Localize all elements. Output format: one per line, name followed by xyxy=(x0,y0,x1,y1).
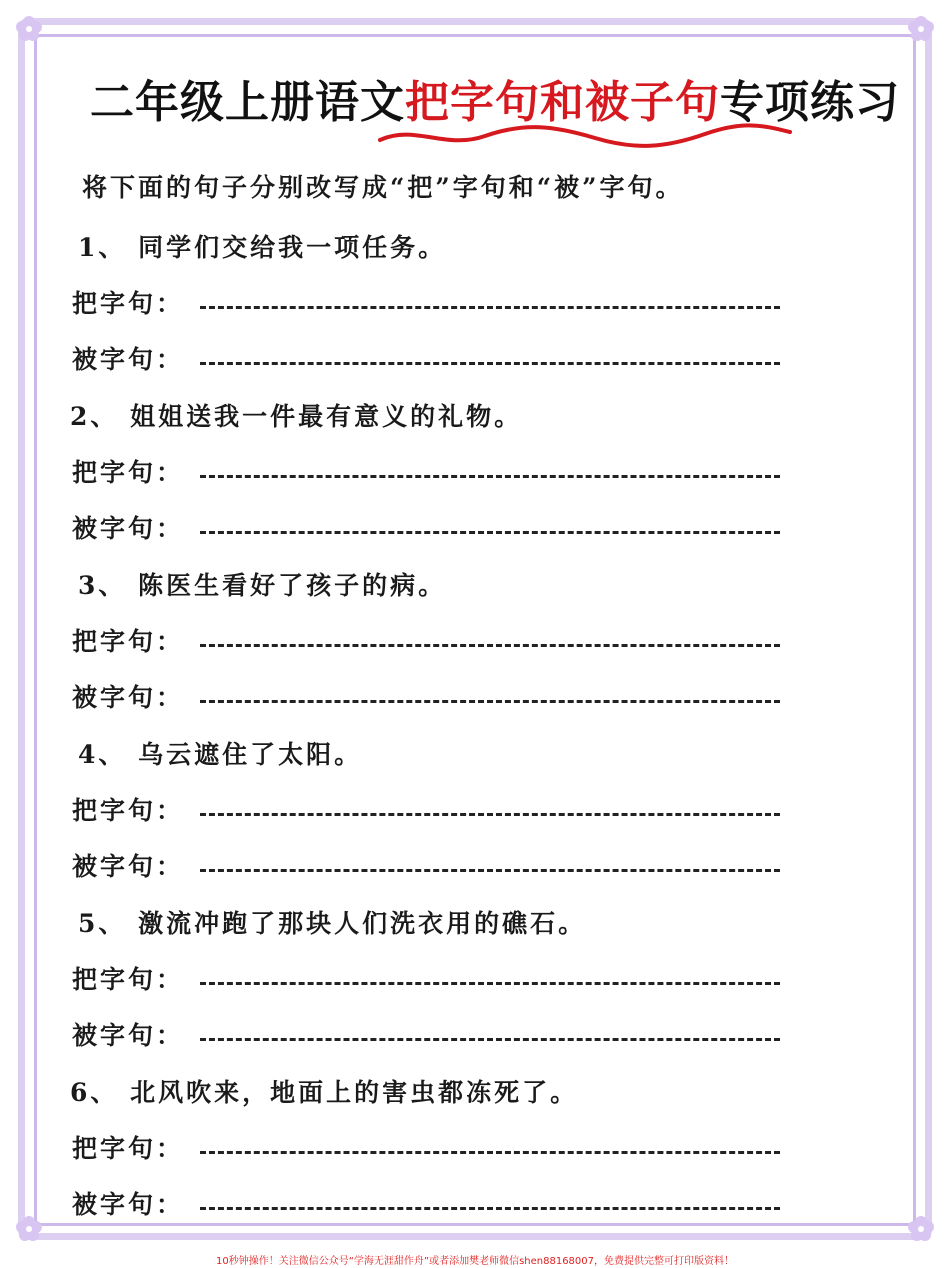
question-6: 6、 北风吹来，地面上的害虫都冻死了。 xyxy=(70,1078,579,1107)
title-part-2: 专项练习 xyxy=(720,77,900,128)
answer-row-ba-4 xyxy=(72,791,792,831)
answer-blank[interactable] xyxy=(200,982,780,985)
answer-blank[interactable] xyxy=(200,475,780,478)
question-4: 4、 乌云遮住了太阳。 xyxy=(78,740,363,769)
flower-icon xyxy=(906,1214,936,1244)
answer-row-ba-5 xyxy=(72,960,792,1000)
answer-label-ba: 把字句： xyxy=(72,965,185,994)
answer-label-ba: 把字句： xyxy=(72,796,185,825)
title-underline-wave xyxy=(375,120,795,150)
answer-blank[interactable] xyxy=(200,869,780,872)
answer-blank[interactable] xyxy=(200,531,780,534)
answer-row-ba-2 xyxy=(72,453,792,493)
footer-notice: 10秒钟操作！关注微信公众号“学海无涯甜作舟”或者添加樊老师微信shen88168007，免费提供完整可打印版资料！ xyxy=(215,1256,735,1267)
answer-row-bei-1 xyxy=(72,340,792,380)
answer-row-ba-6 xyxy=(72,1129,792,1169)
question-3: 3、 陈医生看好了孩子的病。 xyxy=(78,571,447,600)
question-5: 5、 激流冲跑了那块人们洗衣用的礁石。 xyxy=(78,909,587,938)
answer-blank[interactable] xyxy=(200,644,780,647)
answer-blank[interactable] xyxy=(200,1151,780,1154)
answer-row-ba-1 xyxy=(72,284,792,324)
title-part-1: 二年级上册语文 xyxy=(90,77,405,128)
flower-icon xyxy=(906,14,936,44)
answer-row-bei-5 xyxy=(72,1016,792,1056)
answer-row-bei-3 xyxy=(72,678,792,718)
answer-row-bei-2 xyxy=(72,509,792,549)
answer-blank[interactable] xyxy=(200,306,780,309)
answer-label-bei: 被字句： xyxy=(72,514,185,543)
answer-label-bei: 被字句： xyxy=(72,683,185,712)
answer-blank[interactable] xyxy=(200,813,780,816)
question-2: 2、 姐姐送我一件最有意义的礼物。 xyxy=(70,402,523,431)
answer-label-ba: 把字句： xyxy=(72,627,185,656)
instruction-text: 将下面的句子分别改写成“把”字句和“被”字句。 xyxy=(82,173,684,202)
answer-label-bei: 被字句： xyxy=(72,1021,185,1050)
flower-icon xyxy=(14,14,44,44)
answer-label-bei: 被字句： xyxy=(72,345,185,374)
answer-label-bei: 被字句： xyxy=(72,852,185,881)
answer-label-ba: 把字句： xyxy=(72,289,185,318)
answer-blank[interactable] xyxy=(200,362,780,365)
answer-blank[interactable] xyxy=(200,700,780,703)
title-highlight: 把字句和被子句 xyxy=(405,77,720,128)
answer-row-bei-4 xyxy=(72,847,792,887)
answer-label-ba: 把字句： xyxy=(72,458,185,487)
answer-blank[interactable] xyxy=(200,1207,780,1210)
answer-blank[interactable] xyxy=(200,1038,780,1041)
answer-row-bei-6 xyxy=(72,1185,792,1225)
answer-row-ba-3 xyxy=(72,622,792,662)
answer-label-bei: 被字句： xyxy=(72,1190,185,1219)
question-1: 1、 同学们交给我一项任务。 xyxy=(78,233,447,262)
answer-label-ba: 把字句： xyxy=(72,1134,185,1163)
flower-icon xyxy=(14,1214,44,1244)
